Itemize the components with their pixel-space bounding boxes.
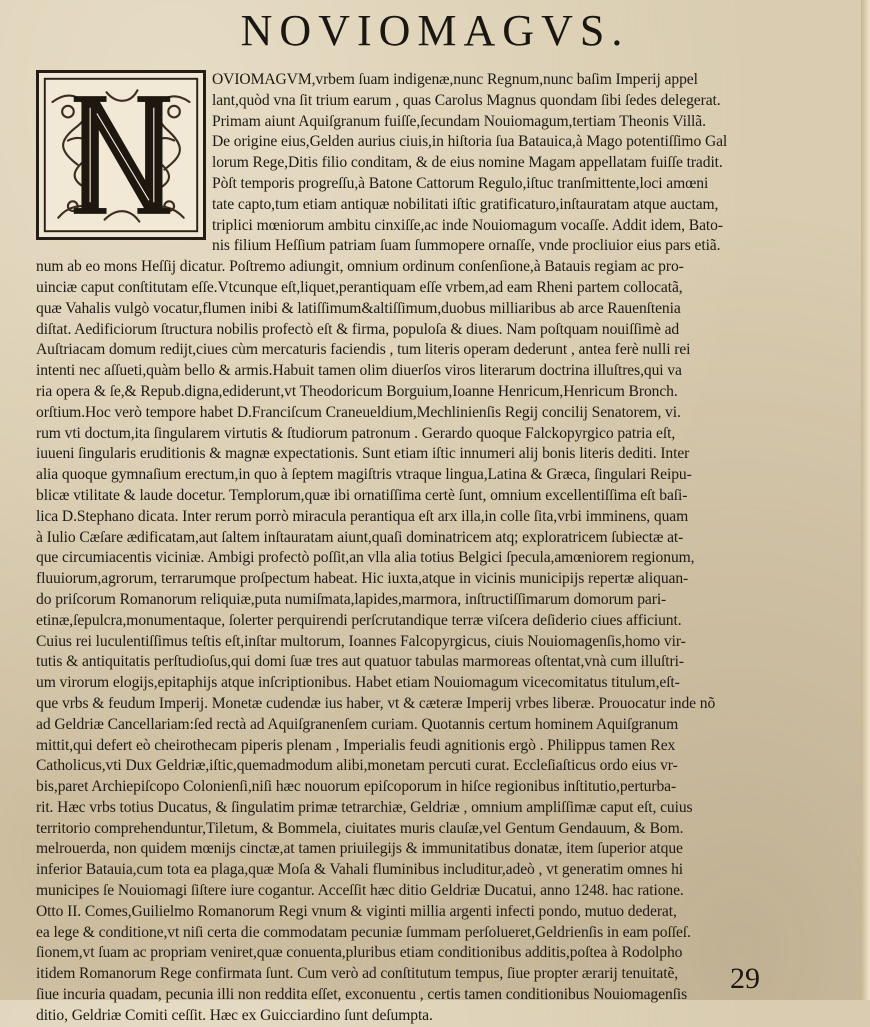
text-line: Auſtriacam domum redijt,ciues cùm mercaturis faciendis , tum literis operam dederunt , antea ferè nulli rei <box>36 341 691 359</box>
text-line: diſtat. Aedificiorum ſtructura nobilis profectò eſt & firma, populoſa & diues. Nam poſtquam nouiſſimè ad <box>36 320 680 338</box>
text-line: ditio, Geldriæ Comiti ceſſit. Hæc ex Guicciardino ſunt deſumpta. <box>36 1006 433 1024</box>
text-line: quæ Vahalis vulgò vocatur,flumen inibi & latiſſimum&altiſſimum,duobus milliaribus ab arce Rauenſtenia <box>36 299 681 317</box>
text-line: alia quoque gymnaſium erectum,in quo à ſeptem magiſtris vtraque lingua,Latina & Græca, ſingulari Reipu- <box>36 466 692 484</box>
text-line: ea lege & conditione,vt niſi certa die commodatam pecuniæ ſummam perſolueret,Geldrienſis in eam poſſeſ. <box>36 923 691 941</box>
text-line: nis filium Heſſium patriam ſuam ſummopere ornaſſe, vnde procliuior eius pars etiã. <box>212 237 721 255</box>
text-line: lant,quòd vna ſit trium earum , quas Carolus Magnus quondam ſibi ſedes delegerat. <box>212 91 721 109</box>
text-line: mittit,qui defert eò cheirothecam piperis plenam , Imperialis feudi agnitionis ergò . Philippus tamen Rex <box>36 736 676 754</box>
text-line: iuueni ſingularis eruditionis & magnæ expectationis. Sunt etiam iſtic innumeri alij bonis literis dediti. Inter <box>36 445 690 463</box>
page-title: NOVIOMAGVS. <box>240 6 630 55</box>
text-line: ad Geldriæ Cancellariam:ſed rectà ad Aquiſgranenſem curiam. Quotannis certum hominem Aquiſgranum <box>36 715 679 733</box>
text-line: tutis & antiquitatis perſtudioſus,qui domi ſuæ tres aut quatuor tabulas marmoreas oſtentat,vnà cum illuſtri- <box>36 653 684 671</box>
text-line: rum vti doctum,ita ſingularem virtutis & ſtudiorum patronum . Gerardo quoque Falckopyrgico patria eſt, <box>36 424 676 442</box>
text-line: Primam aiunt Aquiſgranum fuiſſe,ſecundam Nouiomagum,tertiam Theonis Villã. <box>212 112 706 130</box>
text-line: à Iulio Cæſare ædificatam,aut ſaltem inſtauratam aiunt,quaſi dominatricem atq; exploratricem ſubiectæ at- <box>36 528 684 546</box>
text-line: Otto II. Comes,Guilielmo Romanorum Regi vnum & viginti millia argenti infecti pondo, mutuo dederat, <box>36 902 677 920</box>
text-line: um virorum elogijs,epitaphijs atque inſcriptionibus. Habet etiam Nouiomagum vicecomitatus titulum,eſt- <box>36 674 680 692</box>
text-line: Cuius rei luculentiſſimus teſtis eſt,inſtar multorum, Ioannes Falcopyrgicus, ciuis Nouiomagenſis,homo vir- <box>36 632 686 650</box>
text-line: itidem Romanorum Rege confirmata ſunt. Cum verò ad conſtitutum tempus, ſiue propter ærarij tenuitatẽ, <box>36 965 679 983</box>
text-line: melrouerda, non quidem mœnijs cinctæ,at tamen priuilegijs & immunitatibus donatæ, item ſuperior atque <box>36 840 683 858</box>
page-number: 29 <box>730 962 760 995</box>
text-line: OVIOMAGVM,vrbem ſuam indigenæ,nunc Regnum,nunc baſim Imperij appel <box>212 71 698 88</box>
body-text <box>36 70 856 1027</box>
text-line: ſiue incuria quadam, pecunia illi non reddita eſſet, exconuentu , certis tamen conditionibus Nouiomagenſis <box>36 986 688 1004</box>
text-line: rit. Hæc vrbs totius Ducatus, & ſingulatim primæ tetrarchiæ, Geldriæ , omnium ampliſſimæ caput eſt, cuius <box>36 798 693 816</box>
text-line: que vrbs & feudum Imperij. Monetæ cudendæ ius haber, vt & cæteræ Imperij vrbes liberæ. Prouocatur inde nõ <box>36 694 716 712</box>
text-line: ria opera & ſe,& Repub.digna,ediderunt,vt Theodoricum Borguium,Ioanne Henricum,Henricum Bronch. <box>36 382 678 400</box>
text-line: etinæ,ſepulcra,monumentaque, ſolerter perquirendi perſcrutandique terræ viſcera deſiderio ciues afficiunt. <box>36 611 682 629</box>
text-line: lorum Rege,Ditis filio conditam, & de eius nomine Magam appellatam fuiſſe tradit. <box>212 154 723 172</box>
text-line: do priſcorum Romanorum reliquiæ,puta numiſmata,lapides,marmora, inſtructiſſimarum domorum pari- <box>36 590 667 608</box>
text-line: ſionem,vt ſuam ac propriam veniret,quæ conuenta,pluribus etiam conditionibus additis,poſtea à Rodolpho <box>36 944 683 962</box>
text-line: inferior Batauia,cum tota ea plaga,quæ Moſa & Vahali fluminibus includitur,adeò , vt generatim omnes hi <box>36 861 684 879</box>
text-line: Catholicus,vti Dux Geldriæ,iſtic,quemadmodum alibi,monetam percuti curat. Eccleſiaſticus ordo eius vr- <box>36 757 678 775</box>
text-line: orſtium.Hoc verò tempore habet D.Franciſcum Craneueldium,Mechlinienſis Regij concilij Senatorem, vi. <box>36 403 681 421</box>
text-line: tate capto,tum etiam antiquæ nobilitati iſtic gratificaturo,inſtauratam atque auctam, <box>212 195 719 213</box>
text-line: territorio comprehenduntur,Tiletum, & Bommela, ciuitates muris clauſæ,vel Gentum Gendauum, & Bom. <box>36 819 684 837</box>
text-line: num ab eo mons Heſſij dicatur. Poſtremo adiungit, omnium ordinum conſenſione,à Batauis regiam ac pro- <box>36 258 684 276</box>
text-line: municipes ſe Nouiomagi ſiſtere iure cogantur. Acceſſit hæc ditio Geldriæ Ducatui, anno 1248. hac ratione. <box>36 882 684 900</box>
text-line: que circumiacentis viciniæ. Ambigi profectò poſſit,an vlla alia totius Belgici ſpecula,amœniorem regionum, <box>36 549 695 567</box>
text-line: triplici mœniorum ambitu cinxiſſe,ac inde Nouiomagum vocaſſe. Addit idem, Bato- <box>212 216 723 234</box>
page-edge <box>861 0 870 1000</box>
text-line: fluuiorum,agrorum, terrarumque proſpectum habeat. Hic iuxta,atque in vicinis municipijs repertæ aliquan- <box>36 570 689 588</box>
text-line: blicæ vtilitate & laude docetur. Templorum,quæ ibi ornatiſſima certè ſunt, omnium excellentiſſima eſt baſi- <box>36 486 688 504</box>
text-line: intenti nec aſſueti,quàm bello & armis.Habuit tamen olim diuerſos viros literarum doctrina illuſtres,qui va <box>36 362 682 380</box>
text-line: lica D.Stephano dicata. Inter rerum porrò miracula perantiqua eſt arx illa,in colle ſita,vrbi imminens, quam <box>36 507 689 525</box>
text-line: Pòſt temporis progreſſu,à Batone Cattorum Regulo,iſtuc tranſmittente,loci amœni <box>212 174 709 192</box>
text-line: bis,paret Archiepiſcopo Colonienſi,niſi hæc nouorum epiſcoporum in hiſce regionibus inſtitutio,perturba- <box>36 778 677 796</box>
text-line: De origine eius,Gelden aurius ciuis,in hiſtoria ſua Batauica,à Mago potentiſſimo Gal <box>212 133 728 151</box>
text-line: uinciæ caput conſtitutam eſſe.Vtcunque eſt,liquet,perantiquam eſſe vrbem,ad eam Rheni partem collocatã, <box>36 278 683 296</box>
